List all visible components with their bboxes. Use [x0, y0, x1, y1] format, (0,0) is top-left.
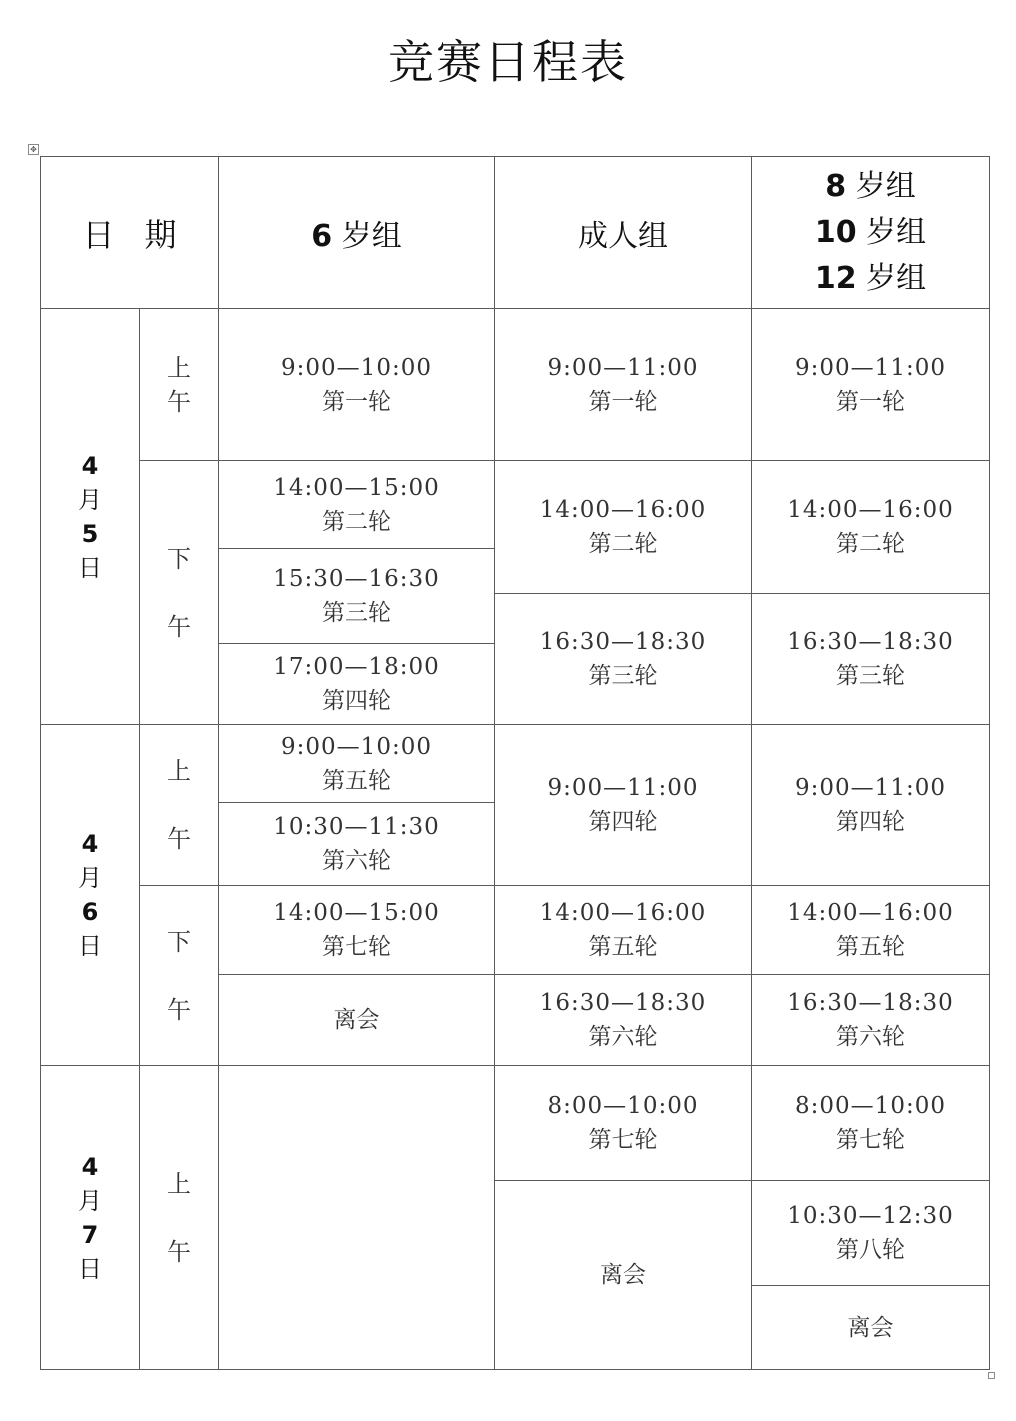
- cell-round: 第七轮: [588, 1127, 658, 1153]
- table-resize-handle[interactable]: [988, 1372, 995, 1379]
- header-multi-label-12: 岁组: [866, 260, 927, 296]
- cell-time: 15:30—16:30: [273, 566, 440, 592]
- schedule-cell-empty: [219, 1066, 495, 1370]
- schedule-cell: [752, 461, 990, 594]
- header-group-multi: [752, 157, 990, 309]
- cell-time: 8:00—10:00: [795, 1093, 946, 1119]
- schedule-cell: [219, 886, 495, 975]
- cell-round: 第八轮: [836, 1237, 905, 1263]
- cell-time: 8:00—10:00: [547, 1093, 699, 1119]
- cell-round: 第四轮: [836, 809, 905, 835]
- date-cell-apr-7: [41, 1066, 140, 1370]
- schedule-cell: [752, 309, 990, 461]
- schedule-cell: [495, 461, 752, 594]
- schedule-cell: [495, 725, 752, 886]
- cell-round: 第七轮: [836, 1127, 905, 1153]
- schedule-cell: [219, 803, 495, 886]
- header-date-char-2: 期: [144, 215, 177, 254]
- date-cell-apr-6: [41, 725, 140, 1066]
- date-month: 4: [81, 830, 99, 858]
- cell-round: 第六轮: [588, 1024, 658, 1050]
- header-multi-label-8: 岁组: [855, 168, 916, 204]
- schedule-cell: [752, 975, 990, 1066]
- cell-round: 第二轮: [836, 531, 905, 557]
- date-cell-apr-5: [41, 309, 140, 725]
- schedule-cell: [752, 725, 990, 886]
- table-move-handle-icon[interactable]: ✥: [28, 144, 39, 155]
- schedule-cell: [752, 1066, 990, 1181]
- period-char: 午: [167, 612, 191, 641]
- cell-round: 第三轮: [588, 663, 658, 689]
- period-char: 午: [167, 1237, 191, 1266]
- cell-time: 10:30—12:30: [787, 1203, 954, 1229]
- schedule-cell: [495, 594, 752, 725]
- header-date-char-1: 日: [82, 215, 115, 254]
- date-day-unit: 日: [78, 932, 102, 960]
- schedule-cell: [219, 725, 495, 803]
- cell-time: 16:30—18:30: [539, 990, 707, 1016]
- schedule-cell: [495, 975, 752, 1066]
- cell-round: 第三轮: [322, 600, 391, 626]
- cell-time: 9:00—10:00: [281, 354, 432, 381]
- date-day-unit: 日: [78, 553, 102, 582]
- period-char: 下: [167, 544, 191, 573]
- schedule-cell: [752, 1181, 990, 1286]
- schedule-cell-leave: 离会: [752, 1286, 990, 1370]
- cell-round: 第六轮: [836, 1024, 905, 1050]
- period-am: [140, 309, 219, 461]
- date-month: 4: [81, 451, 99, 480]
- period-char: 午: [167, 825, 191, 853]
- cell-round: 第一轮: [322, 388, 391, 415]
- schedule-cell: [219, 549, 495, 644]
- cell-time: 9:00—11:00: [795, 775, 946, 801]
- period-char: 下: [167, 927, 191, 956]
- period-char: 午: [167, 387, 191, 416]
- period-char: 上: [167, 757, 191, 785]
- header-multi-age-10: 10: [814, 214, 857, 250]
- period-am: [140, 725, 219, 886]
- period-pm: [140, 461, 219, 725]
- cell-round: 第一轮: [588, 388, 658, 415]
- header-group-6-age: 6: [311, 218, 333, 254]
- period-pm: [140, 886, 219, 1066]
- cell-time: 17:00—18:00: [273, 654, 440, 680]
- schedule-cell: [495, 309, 752, 461]
- cell-time: 9:00—11:00: [795, 354, 946, 381]
- date-day: 6: [81, 898, 99, 926]
- header-multi-age-8: 8: [825, 168, 847, 204]
- header-multi-age-12: 12: [814, 260, 857, 296]
- cell-round: 第三轮: [836, 663, 905, 689]
- schedule-cell: [219, 309, 495, 461]
- cell-time: 9:00—11:00: [547, 775, 699, 801]
- date-month-unit: 月: [78, 864, 102, 892]
- schedule-cell: [219, 461, 495, 549]
- date-month-unit: 月: [78, 485, 102, 514]
- schedule-table: [40, 156, 990, 1370]
- schedule-cell-leave: 离会: [495, 1181, 752, 1370]
- cell-time: 14:00—16:00: [539, 900, 707, 926]
- schedule-cell-leave: 离会: [219, 975, 495, 1066]
- cell-time: 14:00—16:00: [787, 900, 954, 926]
- cell-time: 16:30—18:30: [539, 629, 707, 655]
- header-multi-label-10: 岁组: [866, 214, 927, 250]
- schedule-cell: [752, 594, 990, 725]
- period-char: 上: [167, 353, 191, 382]
- header-adult: 成人组: [495, 157, 752, 309]
- schedule-cell: [219, 644, 495, 725]
- header-group-6: [219, 157, 495, 309]
- cell-time: 9:00—11:00: [547, 354, 699, 381]
- cell-round: 第五轮: [322, 767, 391, 794]
- schedule-cell: [752, 886, 990, 975]
- date-month: 4: [81, 1152, 99, 1181]
- cell-time: 14:00—15:00: [273, 474, 440, 501]
- period-am: [140, 1066, 219, 1370]
- cell-round: 第二轮: [588, 531, 658, 557]
- cell-round: 第四轮: [322, 688, 391, 714]
- cell-round: 第六轮: [322, 848, 391, 874]
- schedule-cell: [495, 1066, 752, 1181]
- cell-time: 16:30—18:30: [787, 990, 954, 1016]
- period-char: 午: [167, 995, 191, 1024]
- period-char: 上: [167, 1169, 191, 1198]
- cell-round: 第七轮: [322, 934, 391, 960]
- cell-time: 10:30—11:30: [273, 814, 440, 840]
- cell-time: 9:00—10:00: [281, 733, 432, 760]
- cell-time: 14:00—16:00: [539, 497, 707, 523]
- date-day: 5: [81, 519, 99, 548]
- cell-time: 14:00—15:00: [273, 900, 440, 926]
- cell-round: 第四轮: [588, 809, 658, 835]
- date-day: 7: [81, 1220, 99, 1249]
- cell-time: 16:30—18:30: [787, 629, 954, 655]
- date-month-unit: 月: [78, 1186, 102, 1215]
- cell-round: 第一轮: [836, 388, 905, 415]
- date-day-unit: 日: [78, 1254, 102, 1283]
- header-date: [41, 157, 219, 309]
- header-group-6-label: 岁组: [341, 218, 402, 254]
- cell-round: 第二轮: [322, 508, 391, 535]
- schedule-cell: [495, 886, 752, 975]
- cell-round: 第五轮: [588, 934, 658, 960]
- cell-time: 14:00—16:00: [787, 497, 954, 523]
- cell-round: 第五轮: [836, 934, 905, 960]
- page-title: 竞赛日程表: [388, 35, 628, 89]
